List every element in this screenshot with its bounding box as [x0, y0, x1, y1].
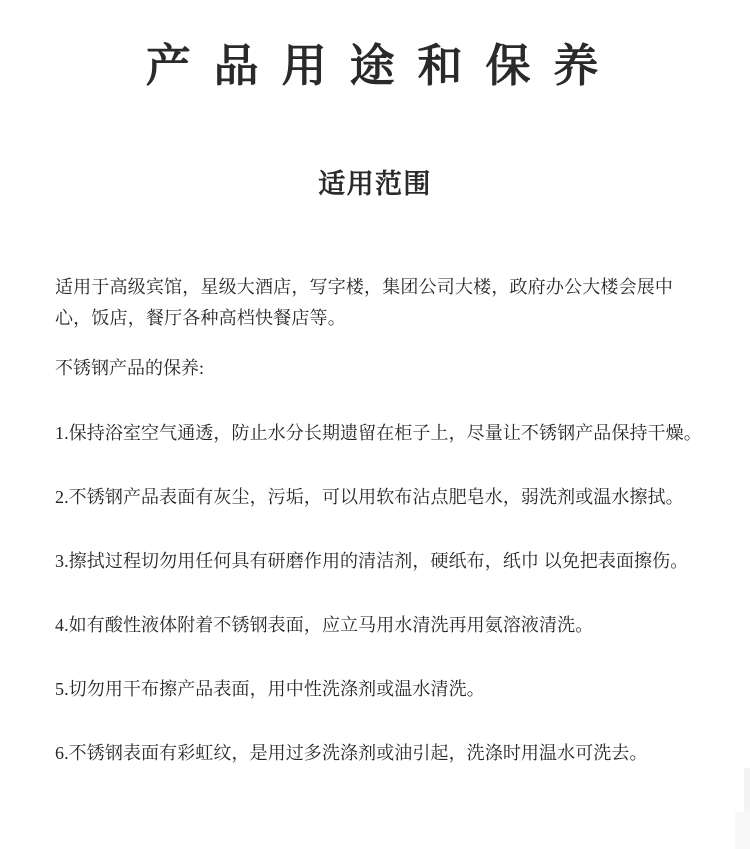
- care-section-heading: 不锈钢产品的保养:: [55, 357, 205, 378]
- care-item-2: 2.不锈钢产品表面有灰尘，污垢，可以用软布沾点肥皂水，弱洗剂或温水擦拭。: [55, 486, 684, 507]
- document-title: 产 品 用 途 和 保 养: [145, 41, 605, 91]
- document-body: [55, 272, 702, 766]
- care-item-6: 6.不锈钢表面有彩虹纹，是用过多洗涤剂或油引起，洗涤时用温水可洗去。: [55, 742, 648, 763]
- scan-edge-artifact-top: [744, 768, 750, 812]
- care-item-1: 1.保持浴室空气通透，防止水分长期遗留在柜子上，尽量让不锈钢产品保持干燥。: [55, 422, 702, 443]
- applicable-scope-paragraph: 适用于高级宾馆，星级大酒店，写字楼，集团公司大楼，政府办公大楼会展中心，饭店，餐厅各种高档快餐店等。: [55, 276, 674, 328]
- care-item-5: 5.切勿用干布擦产品表面，用中性洗涤剂或温水清洗。: [55, 678, 485, 699]
- care-item-3: 3.擦拭过程切勿用任何具有研磨作用的清洁剂，硬纸布，纸巾 以免把表面擦伤。: [55, 550, 689, 571]
- scan-edge-artifact-bottom: [735, 812, 750, 849]
- document-subtitle: 适用范围: [318, 168, 432, 199]
- care-instructions-list: [55, 421, 702, 766]
- care-item-4: 4.如有酸性液体附着不锈钢表面，应立马用水清洗再用氨溶液清洗。: [55, 614, 594, 635]
